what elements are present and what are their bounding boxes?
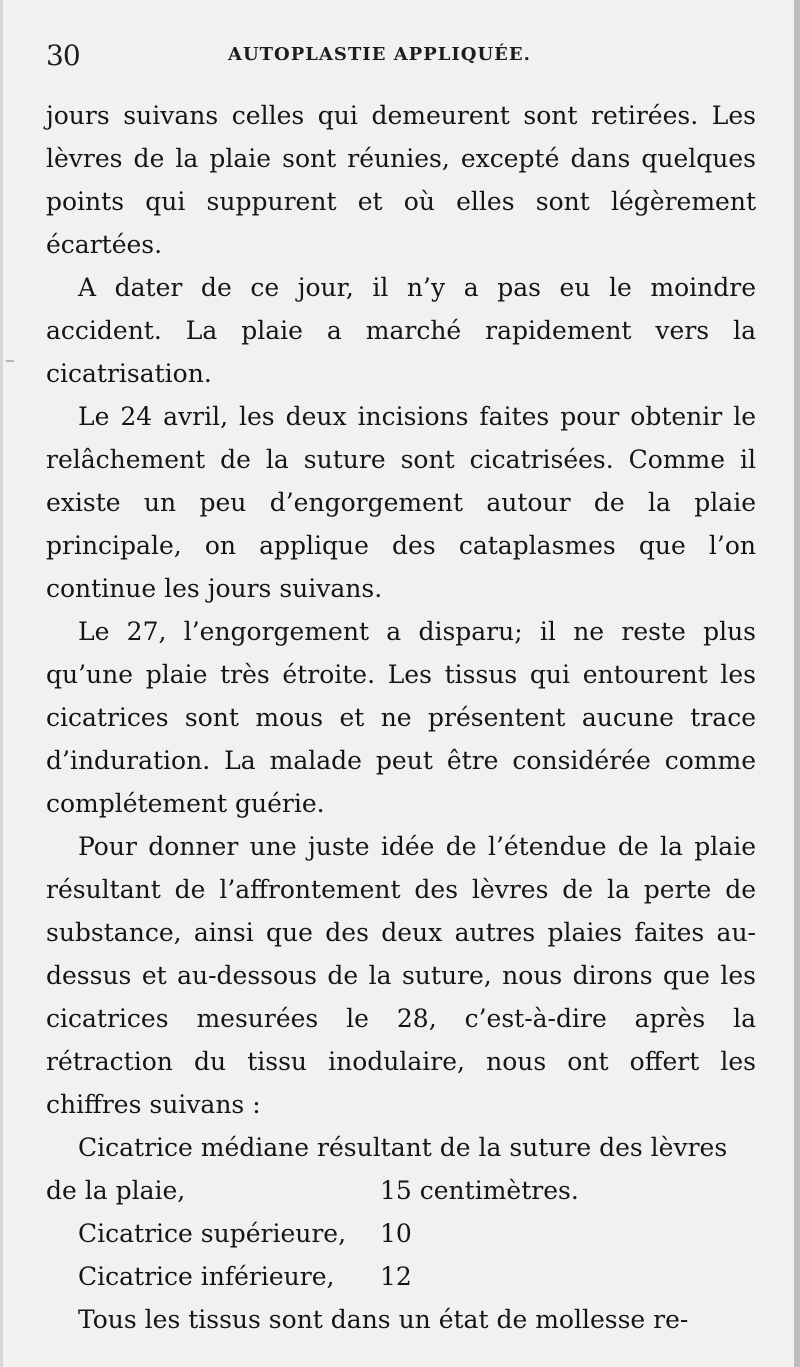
margin-mark [6,360,14,362]
body-text [46,94,756,1341]
paragraph-accident: A dater de ce jour, il n’y a pas eu le moindre accident. La plaie a marché rapidement vers la cicatrisation. [46,273,756,388]
measurement-label: Cicatrice supérieure, [78,1219,347,1248]
measurement-value: 12 [380,1262,412,1291]
page-left-edge [0,0,3,1367]
measurement-label: de la plaie, [46,1176,186,1205]
page-right-edge [794,0,800,1367]
paragraph-27: Le 27, l’engorgement a disparu; il ne reste plus qu’une plaie très étroite. Les tissus qui entourent les cicatrices sont mous et ne présentent aucune trace d’induration. La malade peut être considérée comme complétement guérie. [46,617,756,818]
measurement-label: Cicatrice inférieure, [78,1262,335,1291]
measurement-heading: Cicatrice médiane résultant de la suture des lèvres [78,1133,728,1162]
paragraph-measurements-intro: Pour donner une juste idée de l’étendue de la plaie résultant de l’affrontement des lèvres de la perte de substance, ainsi que des deux autres plaies faites au-dessus et au-dessous de la suture, nous dirons que les cicatrices mesurées le 28, c’est-à-dire après la rétraction du tissu inodulaire, nous ont offert les chiffres suivans : [46,832,756,1119]
paragraph-24-avril: Le 24 avril, les deux incisions faites pour obtenir le relâchement de la suture sont cicatrisées. Comme il existe un peu d’engorgement autour de la plaie principale, on applique des cataplasmes que l’on continue les jours suivans. [46,402,756,603]
cicatrice-measurements [46,1126,756,1298]
measurement-row-inferieure [46,1255,756,1298]
measurement-row-superieure [46,1212,756,1255]
running-title: AUTOPLASTIE APPLIQUÉE. [228,44,531,65]
measurement-value: 10 [380,1219,412,1248]
measurement-row-mediane [46,1169,756,1212]
paragraph-closing: Tous les tissus sont dans un état de mollesse re- [78,1305,689,1334]
page-header [46,36,756,76]
paragraph-continuation: jours suivans celles qui demeurent sont retirées. Les lèvres de la plaie sont réunies, excepté dans quelques points qui suppurent et où elles sont légèrement écartées. [46,101,756,259]
measurement-value: 15 centimètres. [380,1176,579,1205]
page-number: 30 [46,39,80,72]
